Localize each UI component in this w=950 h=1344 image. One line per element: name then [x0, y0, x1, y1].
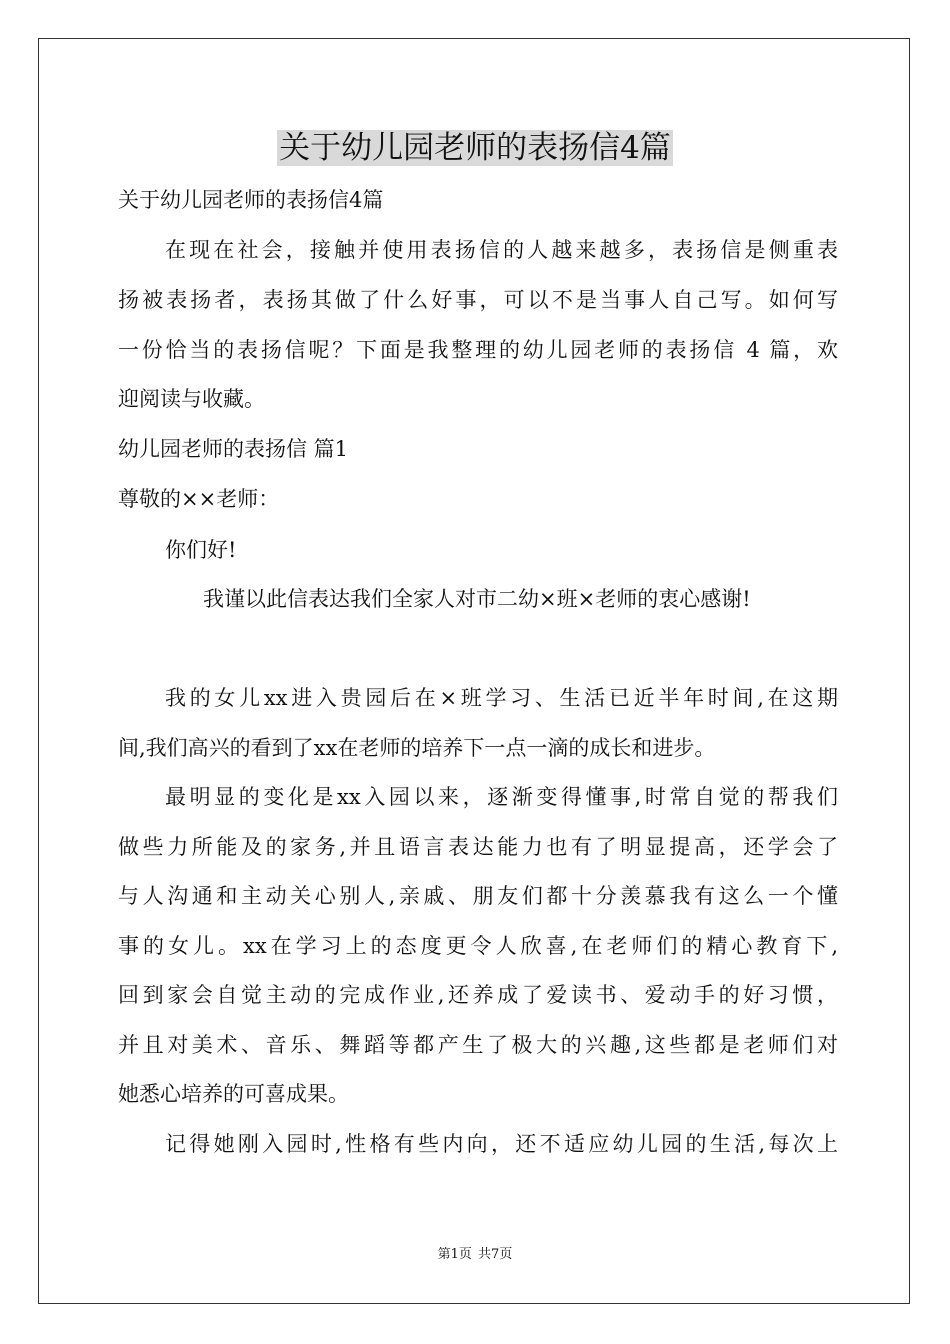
greeting: 你们好! [165, 538, 237, 562]
para3-line-1: 记得她刚入园时,性格有些内向，还不适应幼儿园的生活,每次上 [165, 1132, 838, 1156]
page-footer: 第1页 共7页 [437, 1247, 513, 1262]
para2-line-3: 与人沟通和主动关心别人,亲戚、朋友们都十分羡慕我有这么一个懂 [118, 884, 838, 908]
section-heading: 幼儿园老师的表扬信 篇1 [118, 437, 349, 461]
intro-line-1: 在现在社会，接触并使用表扬信的人越来越多，表扬信是侧重表 [165, 238, 838, 262]
thanks-line: 我谨以此信表达我们全家人对市二幼×班×老师的衷心感谢! [203, 587, 751, 611]
para1-line-2: 间,我们高兴的看到了xx在老师的培养下一点一滴的成长和进步。 [118, 736, 716, 760]
intro-line-3: 一份恰当的表扬信呢？下面是我整理的幼儿园老师的表扬信 4 篇，欢 [118, 338, 838, 362]
salutation: 尊敬的××老师： [118, 487, 280, 511]
para2-line-5: 回到家会自觉主动的完成作业,还养成了爱读书、爱动手的好习惯， [118, 983, 838, 1007]
para2-line-1: 最明显的变化是xx入园以来，逐渐变得懂事,时常自觉的帮我们 [165, 785, 838, 809]
page-border [38, 38, 910, 1304]
document-title [0, 126, 950, 170]
para1-line-1: 我的女儿xx进入贵园后在×班学习、生活已近半年时间,在这期 [165, 686, 838, 710]
intro-line-2: 扬被表扬者，表扬其做了什么好事，可以不是当事人自己写。如何写 [118, 288, 838, 312]
para2-line-7: 她悉心培养的可喜成果。 [118, 1082, 349, 1106]
intro-line-4: 迎阅读与收藏。 [118, 387, 265, 411]
para2-line-6: 并且对美术、音乐、舞蹈等都产生了极大的兴趣,这些都是老师们对 [118, 1033, 838, 1057]
para2-line-2: 做些力所能及的家务,并且语言表达能力也有了明显提高，还学会了 [118, 835, 838, 859]
document-subtitle: 关于幼儿园老师的表扬信4篇 [118, 188, 384, 212]
para2-line-4: 事的女儿。xx在学习上的态度更令人欣喜,在老师们的精心教育下, [118, 934, 838, 958]
document-title-text: 关于幼儿园老师的表扬信4篇 [279, 130, 671, 166]
